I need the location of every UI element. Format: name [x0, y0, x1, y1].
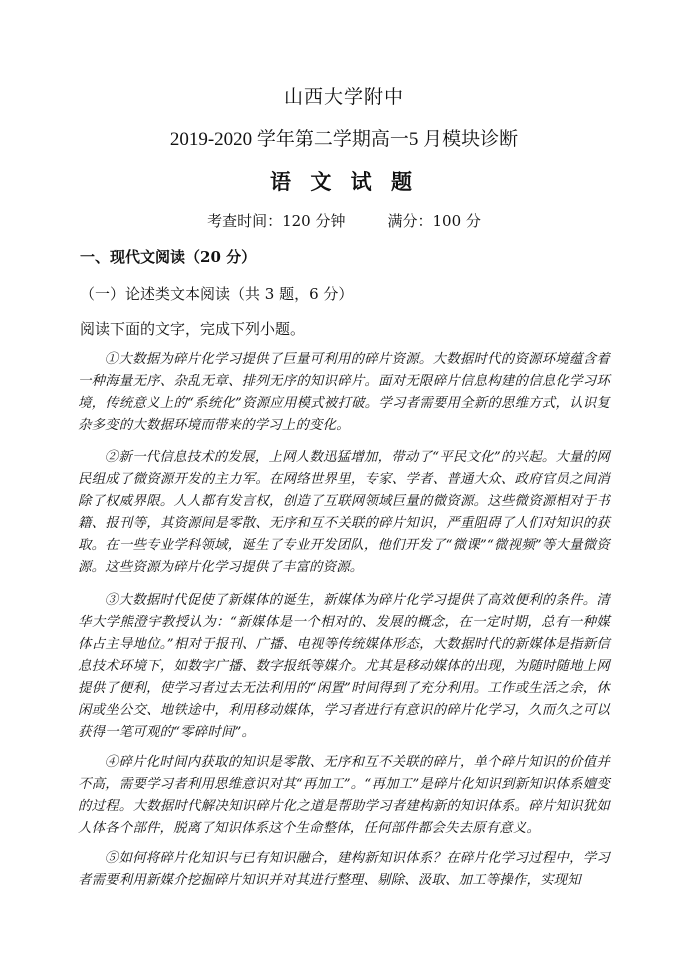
school-name: 山西大学附中 — [283, 86, 404, 108]
section-title: 一、现代文阅读（20 分） — [80, 248, 257, 266]
paragraph-1: ①大数据为碎片化学习提供了巨量可利用的碎片资源。大数据时代的资源环境蕴含着一种海量无序、杂乱无章、排列无序的知识碎片。面对无限碎片信息构建的信息化学习环境，传统意义上的“系统化”资源应用模式被打破。学习者需要用全新的思维方式，认识复杂多变的大数据环境而带来的学习上的变化。 — [78, 352, 610, 433]
exam-meta — [0, 210, 688, 231]
subject-title: 语 文 试 题 — [270, 169, 418, 194]
paragraph-2: ②新一代信息技术的发展，上网人数迅猛增加，带动了“平民文化”的兴起。大量的网民组成了微资源开发的主力军。在网络世界里，专家、学者、普通大众、政府官员之间消除了权威界限。人人都有发言权，创造了互联网领域巨量的微资源。这些微资源相对于书籍、报刊等，其资源间是零散、无序和互不关联的碎片知识，严重阻碍了人们对知识的获取。在一些专业学科领域，诞生了专业开发团队，他们开发了“微课”“微视频”等大量微资源。这些资源为碎片化学习提供了丰富的资源。 — [78, 450, 610, 575]
exam-title: 2019-2020 学年第二学期高一5 月模块诊断 — [169, 129, 519, 150]
reading-instruction: 阅读下面的文字，完成下列小题。 — [80, 320, 306, 338]
paragraph-4: ④碎片化时间内获取的知识是零散、无序和互不关联的碎片，单个碎片知识的价值并不高，需要学习者利用思维意识对其“再加工”。“再加工”是碎片化知识到新知识体系嬗变的过程。大数据时代解决知识碎片化之道是帮助学习者建构新的知识体系。碎片知识犹如人体各个部件，脱离了知识体系这个生命整体，任何部件都会失去原有意义。 — [78, 755, 610, 836]
paragraph-3: ③大数据时代促使了新媒体的诞生，新媒体为碎片化学习提供了高效便利的条件。清华大学熊澄宇教授认为：“新媒体是一个相对的、发展的概念，在一定时期，总有一种媒体占主导地位。”相对于报刊、广播、电视等传统媒体形态，大数据时代的新媒体是指新信息技术环境下，如数字广播、数字报纸等媒介。尤其是移动媒体的出现，为随时随地上网提供了便利，使学习者过去无法利用的“闲置”时间得到了充分利用。工作或生活之余，休闲或坐公交、地铁途中，利用移动媒体，学习者进行有意识的碎片化学习，久而久之可以获得一笔可观的“零碎时间”。 — [78, 593, 610, 740]
score-label: 满分：100 分 — [387, 212, 481, 230]
section-subtitle: （一）论述类文本阅读（共 3 题，6 分） — [80, 285, 354, 303]
time-label: 考查时间：120 分钟 — [207, 212, 346, 230]
paragraph-5: ⑤如何将碎片化知识与已有知识融合，建构新知识体系？在碎片化学习过程中，学习者需要利用新媒介挖掘碎片知识并对其进行整理、剔除、汲取、加工等操作，实现知 — [78, 851, 610, 888]
